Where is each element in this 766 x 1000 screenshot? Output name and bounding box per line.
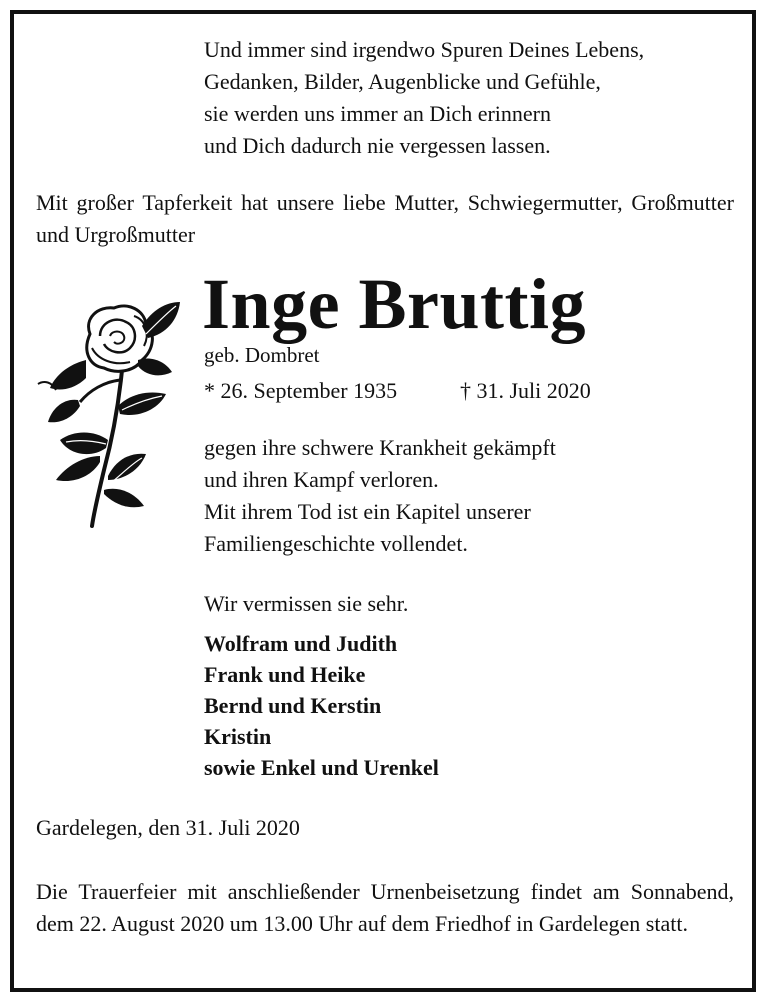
place-and-date: Gardelegen, den 31. Juli 2020 bbox=[36, 815, 300, 840]
rose-icon bbox=[34, 290, 184, 530]
mourners-list bbox=[204, 628, 439, 783]
birth-name: geb. Dombret bbox=[204, 343, 320, 367]
birth-date: * 26. September 1935 bbox=[204, 378, 398, 403]
intro-text: Mit großer Tapferkeit hat unsere liebe Mutter, Schwiegermutter, Großmutter und Urgroßmutter bbox=[36, 190, 734, 247]
poem-line: sie werden uns immer an Dich erinnern bbox=[204, 101, 551, 126]
funeral-notice: Die Trauerfeier mit anschließender Urnenbeisetzung findet am Sonnabend, dem 22. August 2020 um 13.00 Uhr auf dem Friedhof in Gardelegen statt. bbox=[36, 879, 734, 936]
deceased-name: Inge Bruttig bbox=[202, 264, 586, 344]
announcement-text bbox=[204, 432, 556, 560]
poem-line: und Dich dadurch nie vergessen lassen. bbox=[204, 133, 551, 158]
poem-line: Gedanken, Bilder, Augenblicke und Gefühle, bbox=[204, 69, 601, 94]
life-dates bbox=[204, 376, 591, 406]
text-line: und ihren Kampf verloren. bbox=[204, 467, 439, 492]
mourner-entry: Bernd und Kerstin bbox=[204, 693, 382, 718]
death-date: † 31. Juli 2020 bbox=[460, 378, 591, 403]
memorial-poem bbox=[204, 34, 644, 162]
poem-line: Und immer sind irgendwo Spuren Deines Lebens, bbox=[204, 37, 645, 62]
text-line: Familiengeschichte vollendet. bbox=[204, 531, 468, 556]
mourner-entry: Kristin bbox=[204, 724, 272, 749]
text-line: Mit ihrem Tod ist ein Kapitel unserer bbox=[204, 499, 531, 524]
mourner-entry: Frank und Heike bbox=[204, 662, 366, 687]
obituary-frame bbox=[10, 10, 756, 992]
miss-statement: Wir vermissen sie sehr. bbox=[204, 591, 409, 616]
mourner-entry: Wolfram und Judith bbox=[204, 631, 398, 656]
mourner-entry: sowie Enkel und Urenkel bbox=[204, 755, 439, 780]
text-line: gegen ihre schwere Krankheit gekämpft bbox=[204, 435, 556, 460]
